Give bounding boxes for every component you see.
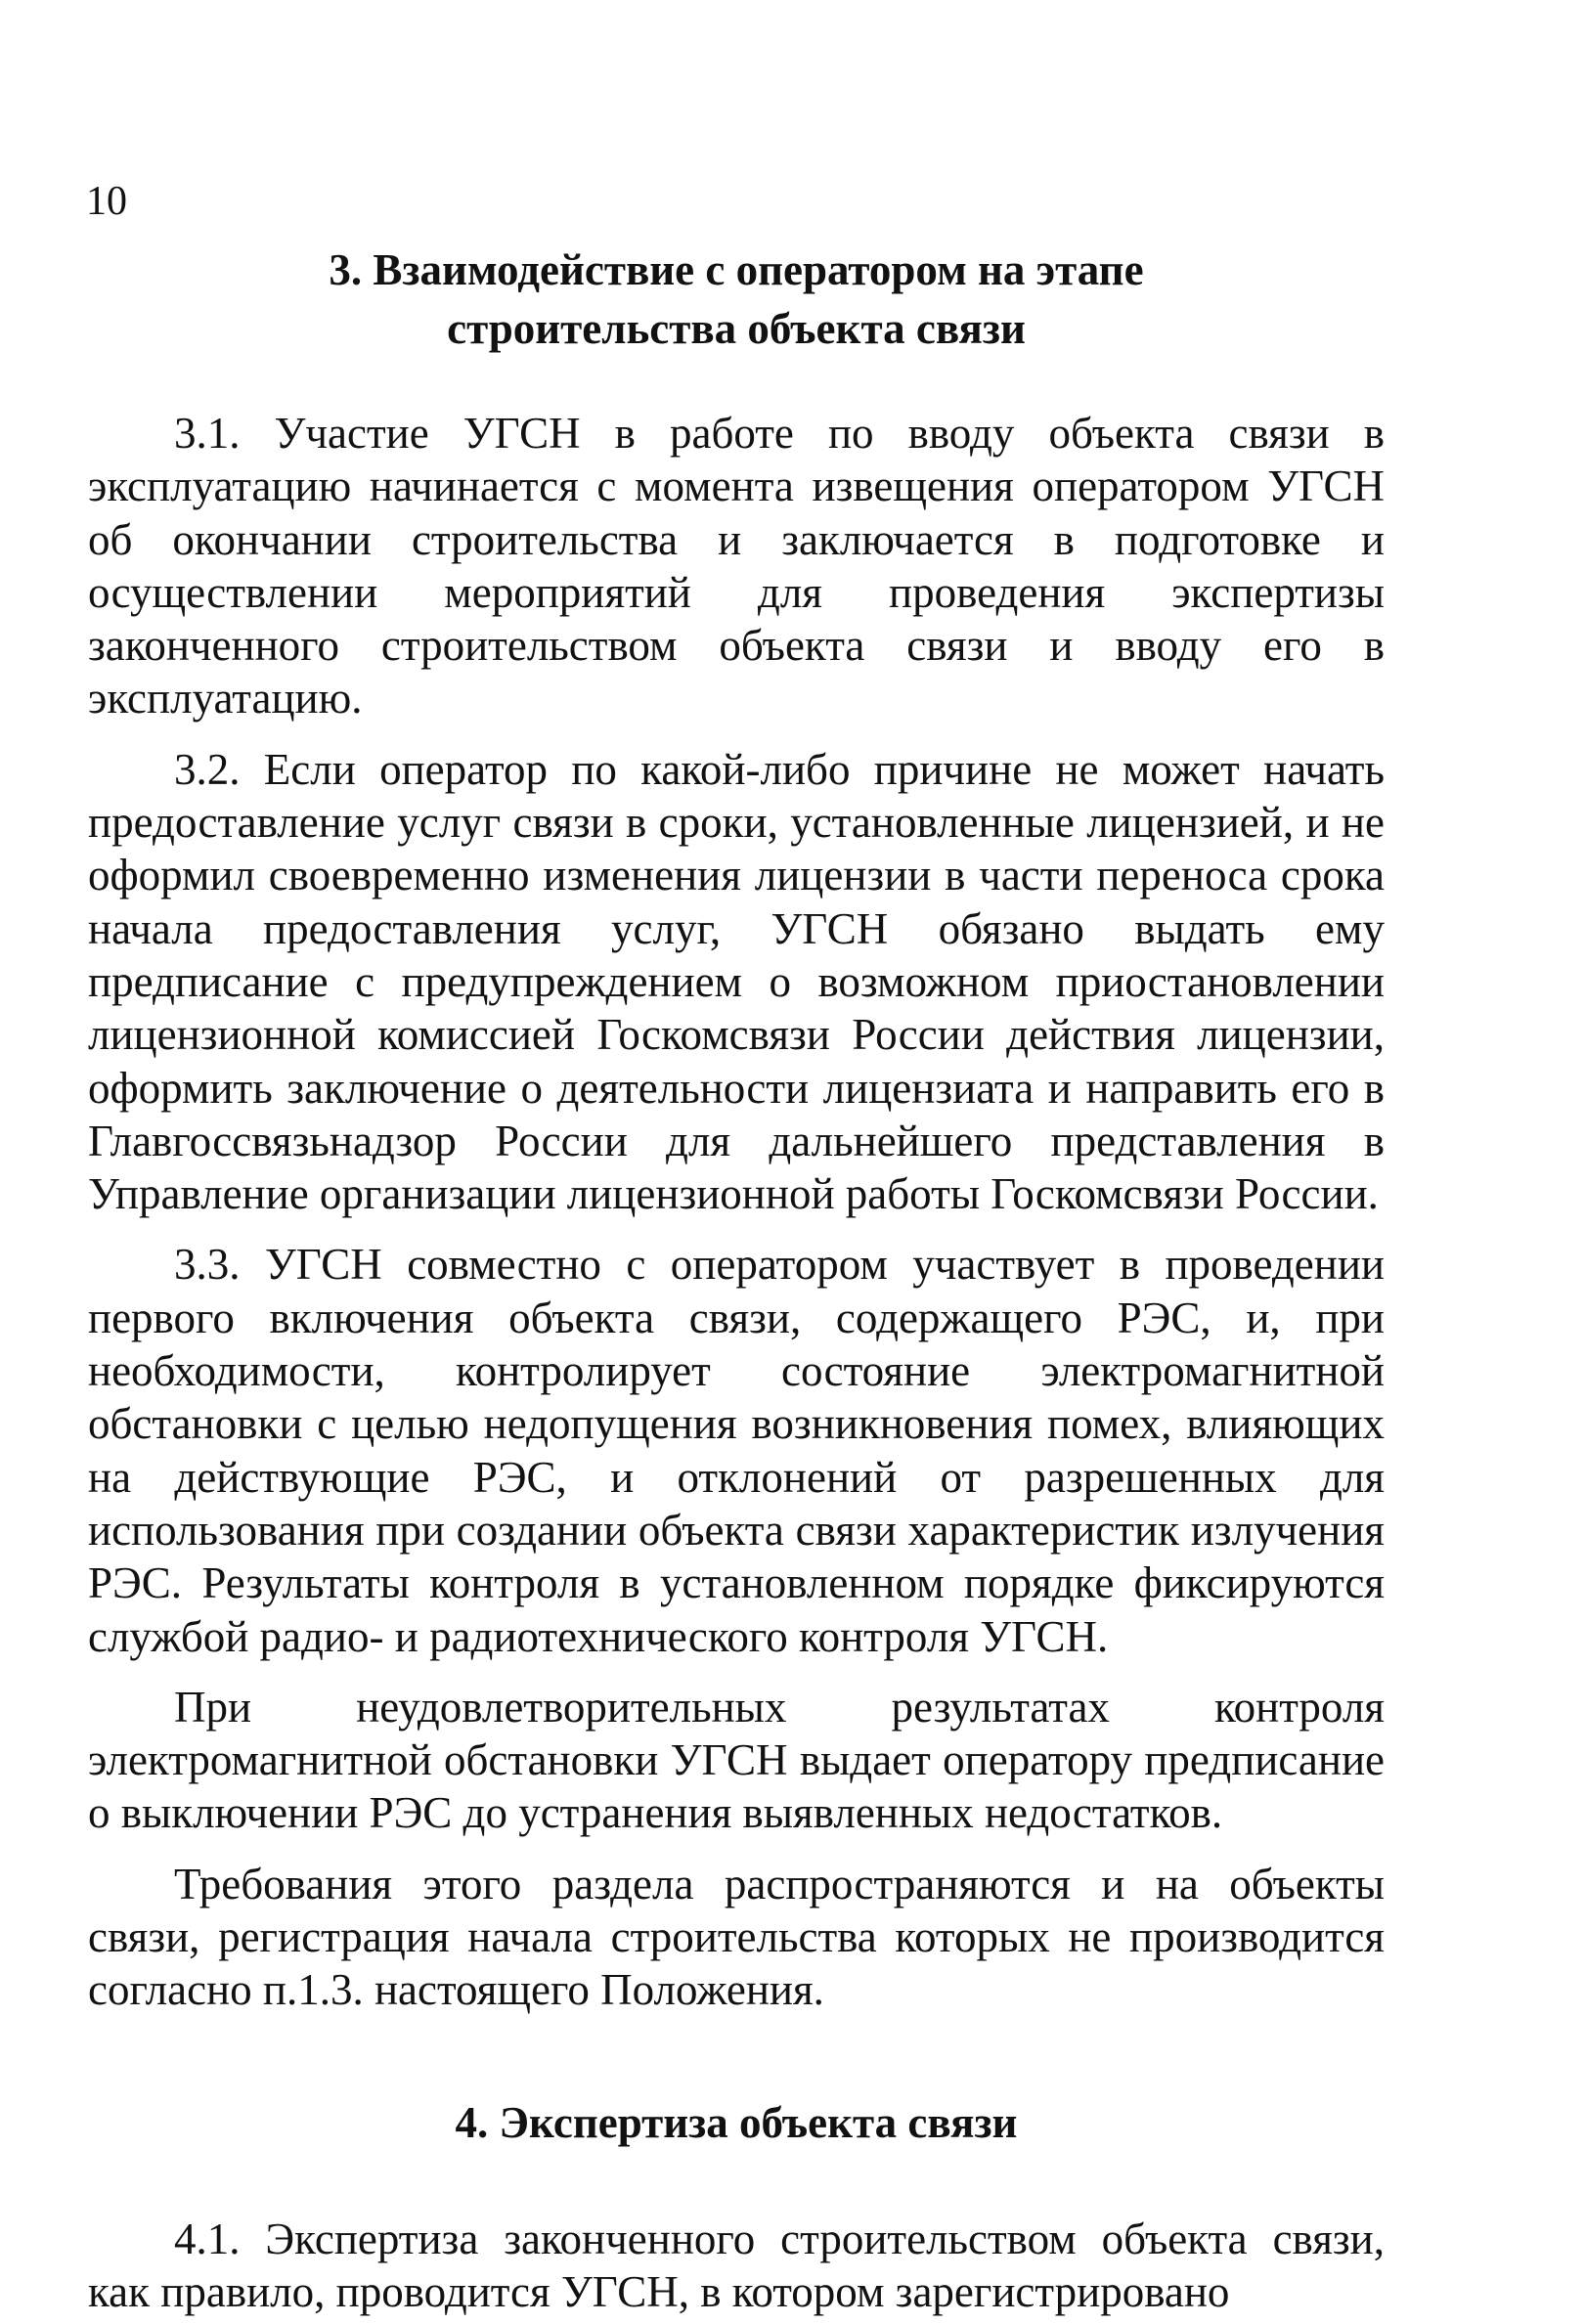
- section-4-heading: 4. Экспертиза объекта связи: [455, 2097, 1018, 2147]
- paragraph-3-3: 3.3. УГСН совместно с оператором участвует в проведении первого включения объекта связи, содержащего РЭС, и, при необходимости, контролирует состояние электромагнитной обстановки с целью недопущения возникновения помех, влияющих на действующие РЭС, и отклонений от разрешенных для использования при создании объекта связи характеристик излучения РЭС. Результаты контроля в установленном порядке фиксируются службой радио- и радиотехнического контроля УГСН.: [88, 1240, 1385, 1661]
- page-number: 10: [86, 179, 127, 224]
- section-3-heading: [88, 241, 1385, 358]
- paragraph-3-section-scope: Требования этого раздела распространяются и на объекты связи, регистрация начала строительства которых не производится согласно п.1.3. настоящего Положения.: [88, 1859, 1385, 2015]
- section-3-heading-line-1: 3. Взаимодействие с оператором на этапе: [329, 245, 1144, 294]
- paragraph-3-3-unsatisfactory-results: При неудовлетворительных результатах контроля электромагнитной обстановки УГСН выдает оператору предписание о выключении РЭС до устранения выявленных недостатков.: [88, 1682, 1385, 1838]
- paragraph-3-2: 3.2. Если оператор по какой-либо причине не может начать предоставление услуг связи в сроки, установленные лицензией, и не оформил своевременно изменения лицензии в части переноса срока начала предоставления услуг, УГСН обязано выдать ему предписание с предупреждением о возможном приостановлении лицензионной комиссией Госкомсвязи России действия лицензии, оформить заключение о деятельности лицензиата и направить его в Главгоссвязьнадзор России для дальнейшего представления в Управление организации лицензионной работы Госкомсвязи России.: [88, 744, 1385, 1219]
- paragraph-3-1: 3.1. Участие УГСН в работе по вводу объекта связи в эксплуатацию начинается с момента извещения оператором УГСН об окончании строительства и заключается в подготовке и осуществлении мероприятий для проведения экспертизы законченного строительством объекта связи и вводу его в эксплуатацию.: [88, 409, 1385, 724]
- page-content: [88, 241, 1385, 2318]
- paragraph-4-1: 4.1. Экспертиза законченного строительством объекта связи, как правило, проводится УГСН, в котором зарегистрировано: [88, 2214, 1385, 2316]
- section-3-heading-line-2: строительства объекта связи: [447, 304, 1026, 353]
